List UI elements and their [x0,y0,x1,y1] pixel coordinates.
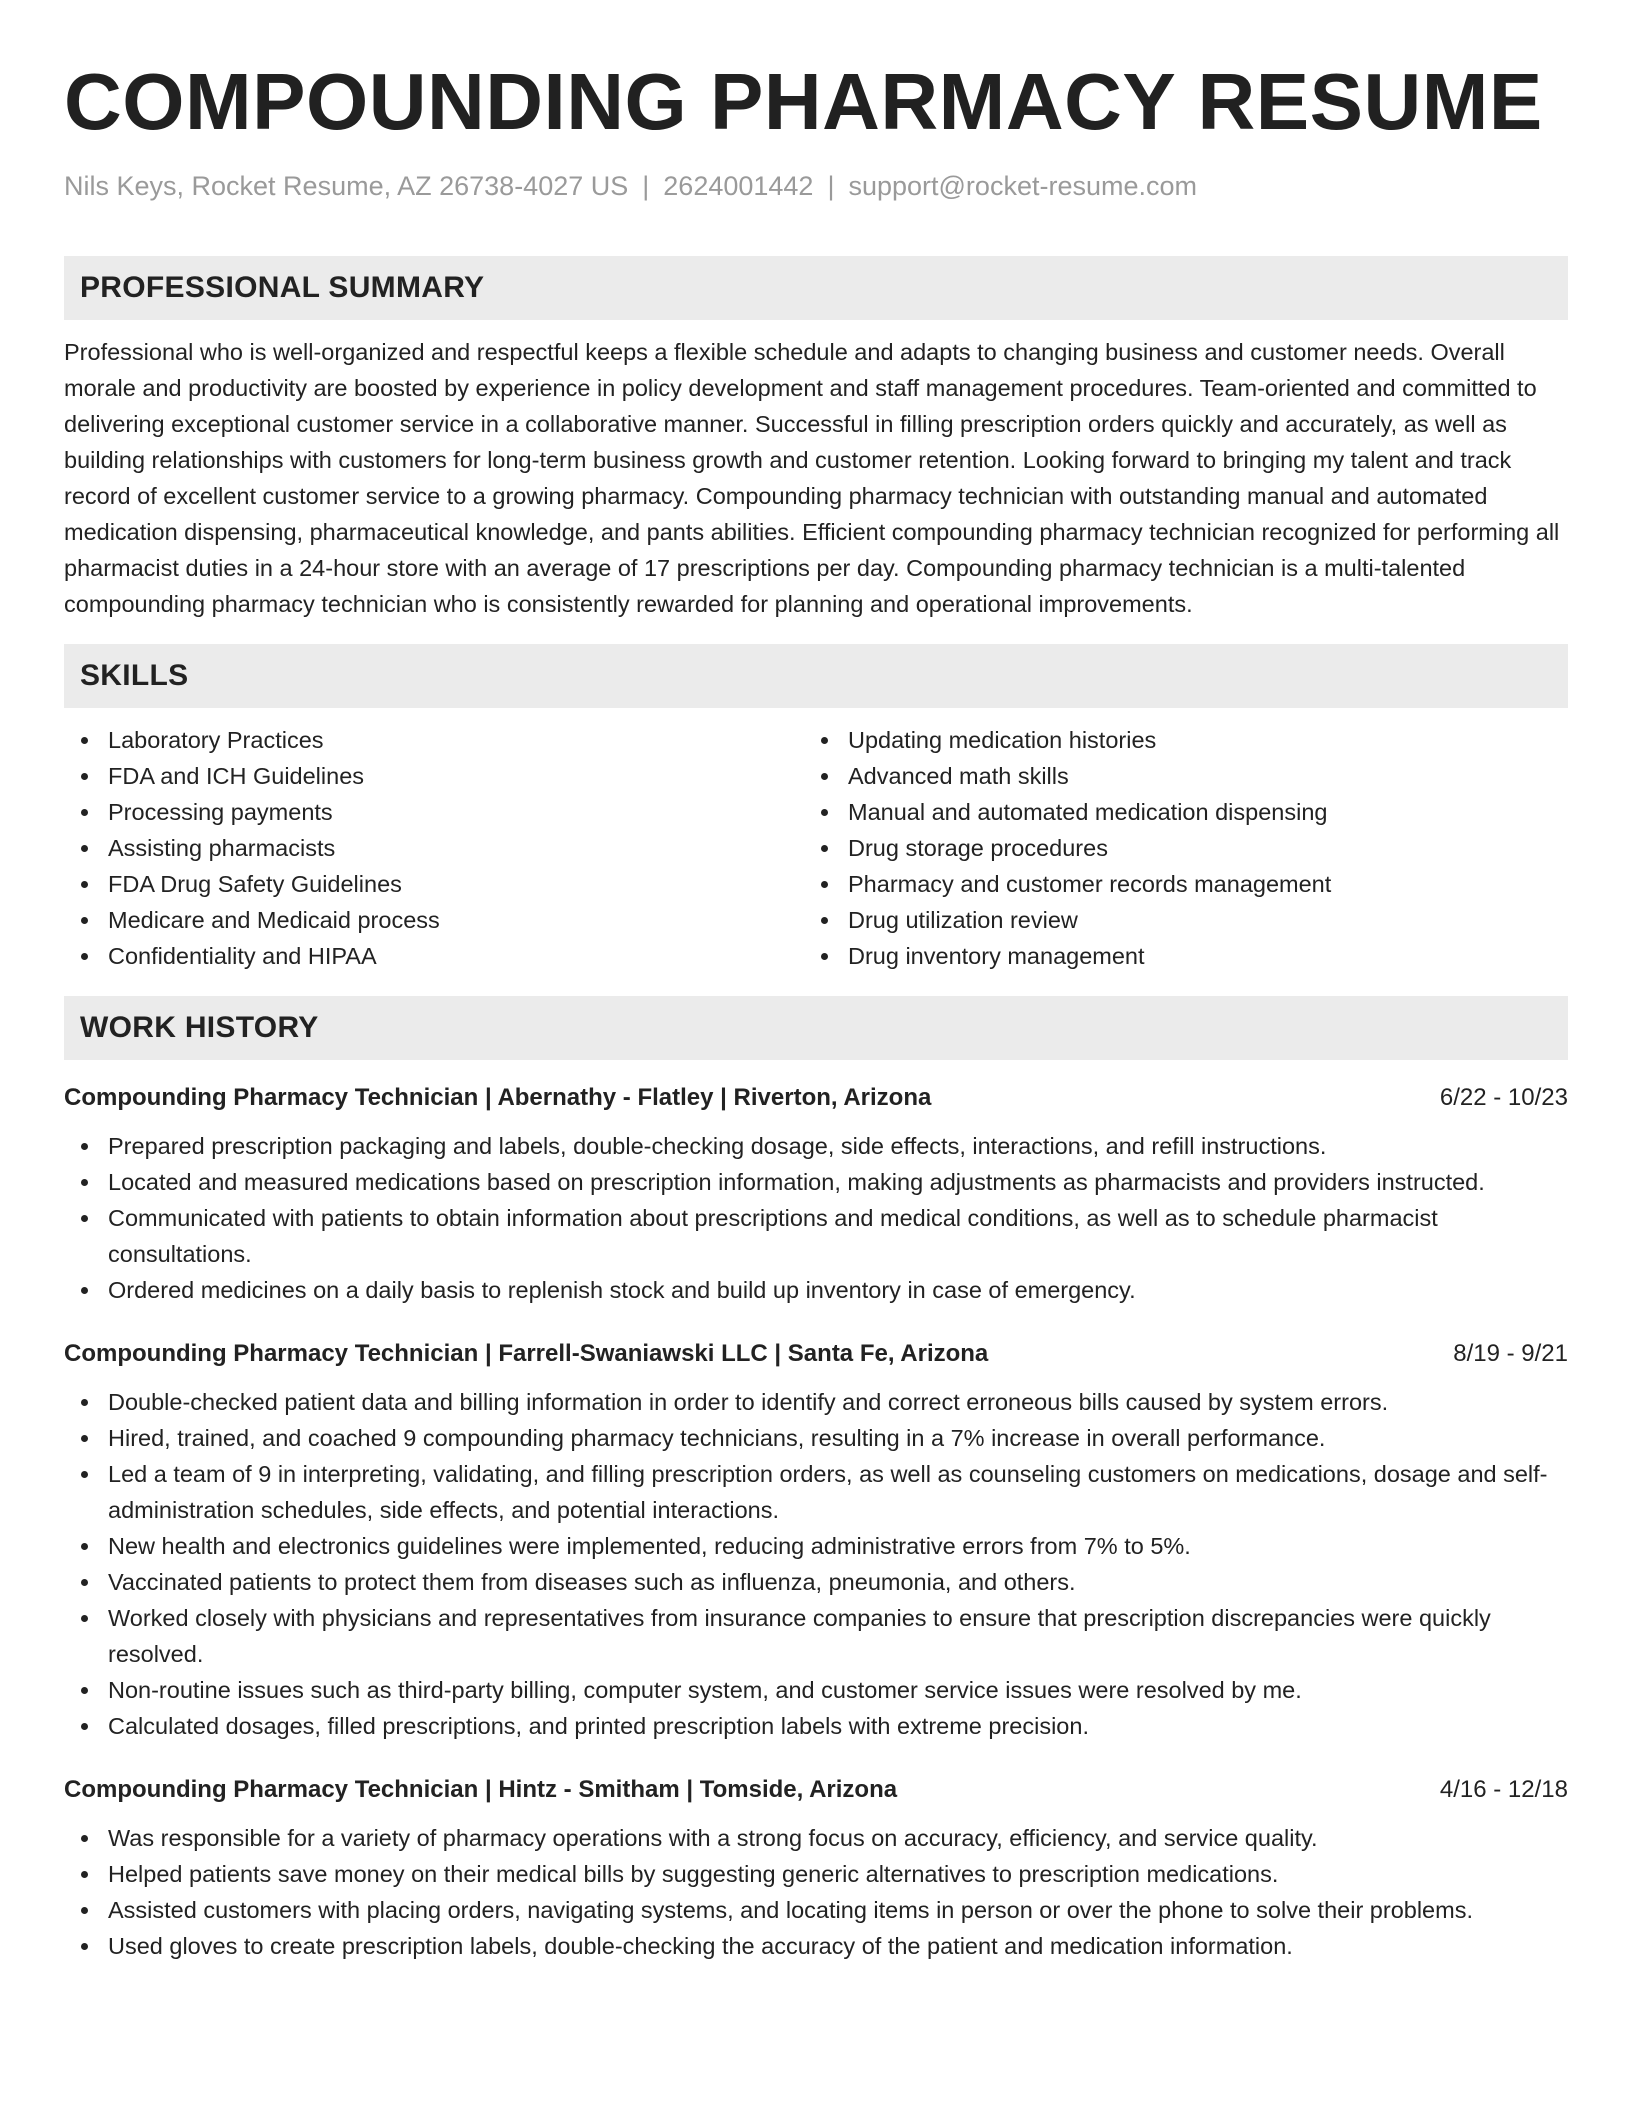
job-entry [64,1336,1568,1744]
job-bullet: Used gloves to create prescription labels, double-checking the accuracy of the patient and medication information. [64,1928,1568,1964]
job-entry [64,1772,1568,1964]
job-title: Compounding Pharmacy Technician | Farrell-Swaniawski LLC | Santa Fe, Arizona [64,1340,989,1367]
skills-list [64,722,1568,974]
skill-item: Laboratory Practices [64,722,804,758]
contact-phone: 2624001442 [663,171,814,201]
section-heading-summary: PROFESSIONAL SUMMARY [64,256,1568,320]
job-entry [64,1080,1568,1308]
skill-item: Confidentiality and HIPAA [64,938,804,974]
section-heading-work-history: WORK HISTORY [64,996,1568,1060]
job-bullet: Prepared prescription packaging and labels, double-checking dosage, side effects, interactions, and refill instructions. [64,1128,1568,1164]
job-title: Compounding Pharmacy Technician | Abernathy - Flatley | Riverton, Arizona [64,1084,932,1111]
skills-column-left [64,722,804,974]
job-bullet: Hired, trained, and coached 9 compounding pharmacy technicians, resulting in a 7% increase in overall performance. [64,1420,1568,1456]
skill-item: Drug storage procedures [804,830,1568,866]
skill-item: Updating medication histories [804,722,1568,758]
job-bullet: Ordered medicines on a daily basis to replenish stock and build up inventory in case of emergency. [64,1272,1568,1308]
contact-separator: | [827,171,835,201]
job-bullet: Vaccinated patients to protect them from diseases such as influenza, pneumonia, and others. [64,1564,1568,1600]
skill-item: FDA and ICH Guidelines [64,758,804,794]
job-bullet: Helped patients save money on their medical bills by suggesting generic alternatives to prescription medications. [64,1856,1568,1892]
job-bullet: New health and electronics guidelines were implemented, reducing administrative errors from 7% to 5%. [64,1528,1568,1564]
contact-email: support@rocket-resume.com [848,171,1197,201]
work-history-list [64,1080,1568,1964]
job-bullet: Assisted customers with placing orders, navigating systems, and locating items in person or over the phone to solve their problems. [64,1892,1568,1928]
section-heading-skills: SKILLS [64,644,1568,708]
job-bullet: Led a team of 9 in interpreting, validating, and filling prescription orders, as well as counseling customers on medications, dosage and self-administration schedules, side effects, and potential interactions. [64,1456,1568,1528]
skill-item: Advanced math skills [804,758,1568,794]
skill-item: Manual and automated medication dispensing [804,794,1568,830]
skill-item: Assisting pharmacists [64,830,804,866]
job-bullets [64,1820,1568,1964]
contact-separator: | [642,171,650,201]
job-title: Compounding Pharmacy Technician | Hintz - Smitham | Tomside, Arizona [64,1776,898,1803]
job-bullet: Located and measured medications based on prescription information, making adjustments as pharmacists and providers instructed. [64,1164,1568,1200]
job-bullets [64,1128,1568,1308]
job-header [64,1336,1568,1372]
resume-title: COMPOUNDING PHARMACY RESUME [64,57,1543,146]
skill-item: Drug utilization review [804,902,1568,938]
skill-item: FDA Drug Safety Guidelines [64,866,804,902]
job-bullet: Calculated dosages, filled prescriptions, and printed prescription labels with extreme precision. [64,1708,1568,1744]
summary-text: Professional who is well-organized and respectful keeps a flexible schedule and adapts to changing business and customer needs. Overall morale and productivity are boosted by experience in policy development and staff management procedures. Team-oriented and committed to delivering exceptional customer service in a collaborative manner. Successful in filling prescription orders quickly and accurately, as well as building relationships with customers for long-term business growth and customer retention. Looking forward to bringing my talent and track record of excellent customer service to a growing pharmacy. Compounding pharmacy technician with outstanding manual and automated medication dispensing, pharmaceutical knowledge, and pants abilities. Efficient compounding pharmacy technician recognized for performing all pharmacist duties in a 24-hour store with an average of 17 prescriptions per day. Compounding pharmacy technician is a multi-talented compounding pharmacy technician who is consistently rewarded for planning and operational improvements. [64,339,1560,617]
job-bullets [64,1384,1568,1744]
job-dates: 8/19 - 9/21 [1453,1340,1568,1367]
skill-item: Medicare and Medicaid process [64,902,804,938]
contact-line [64,168,1568,204]
job-dates: 6/22 - 10/23 [1439,1084,1568,1111]
job-dates: 4/16 - 12/18 [1439,1776,1568,1803]
job-header [64,1772,1568,1808]
skills-column-right [804,722,1568,974]
job-bullet: Double-checked patient data and billing information in order to identify and correct erroneous bills caused by system errors. [64,1384,1568,1420]
contact-address: Nils Keys, Rocket Resume, AZ 26738-4027 US [64,171,629,201]
job-bullet: Communicated with patients to obtain information about prescriptions and medical conditions, as well as to schedule pharmacist consultations. [64,1200,1568,1272]
job-bullet: Non-routine issues such as third-party billing, computer system, and customer service issues were resolved by me. [64,1672,1568,1708]
job-bullet: Worked closely with physicians and representatives from insurance companies to ensure that prescription discrepancies were quickly resolved. [64,1600,1568,1672]
skill-item: Pharmacy and customer records management [804,866,1568,902]
job-bullet: Was responsible for a variety of pharmacy operations with a strong focus on accuracy, efficiency, and service quality. [64,1820,1568,1856]
skill-item: Drug inventory management [804,938,1568,974]
job-header [64,1080,1568,1116]
skill-item: Processing payments [64,794,804,830]
